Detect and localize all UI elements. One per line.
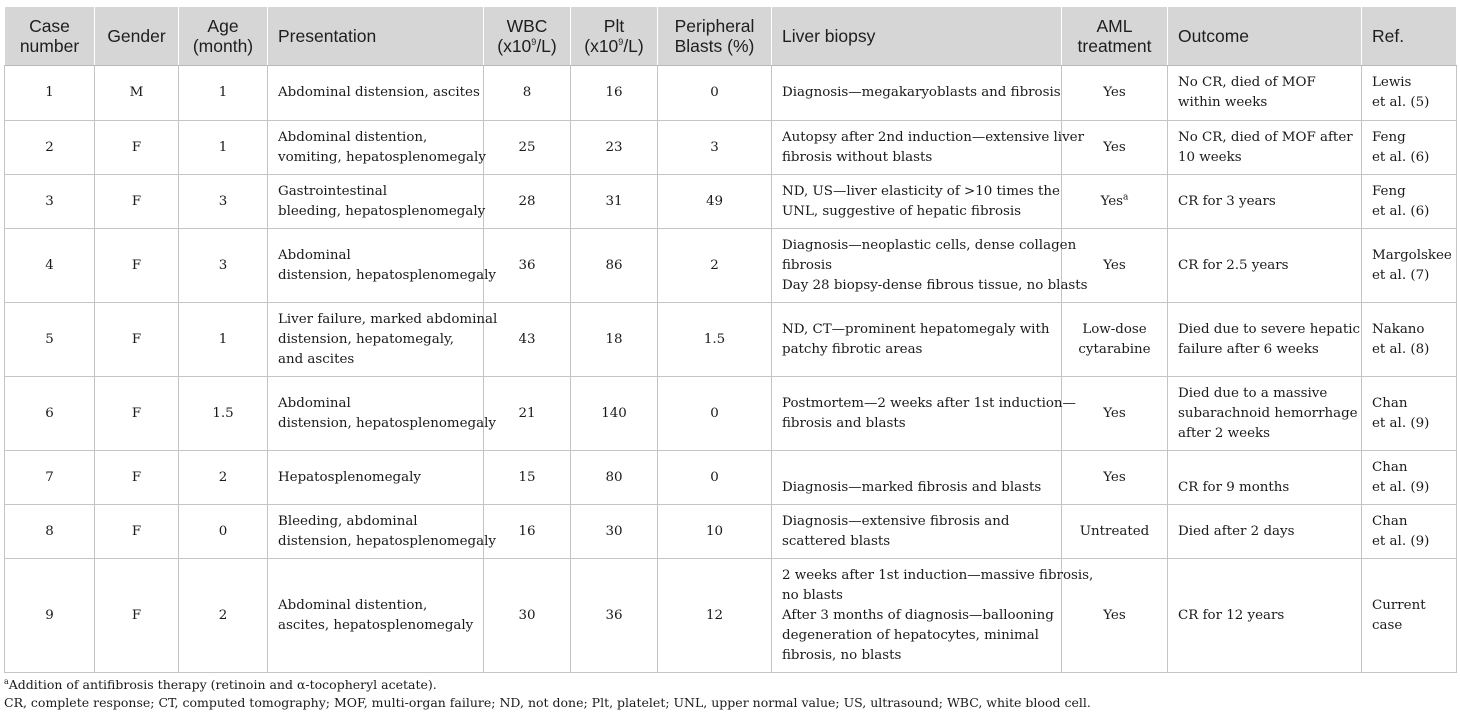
cell-liver-biopsy-line: UNL, suggestive of hepatic fibrosis <box>782 203 1022 219</box>
cell-plt: 80 <box>571 451 658 505</box>
cell-outcome-line: failure after 6 weeks <box>1178 341 1319 357</box>
cell-age: 1.5 <box>179 377 268 451</box>
cell-presentation-line: distension, hepatosplenomegaly <box>278 415 496 431</box>
cell-liver-biopsy-line: Day 28 biopsy-dense fibrous tissue, no blasts <box>782 277 1088 293</box>
header-plt: Plt $(x10^9/L)$ <box>571 7 658 66</box>
cell-liver-biopsy <box>772 66 1062 121</box>
cell-aml-treatment: Yes <box>1062 121 1168 175</box>
cell-presentation-line: Abdominal distention, <box>278 129 428 145</box>
cell-ref-line: Current <box>1372 597 1426 613</box>
cell-aml-treatment: Untreated <box>1062 505 1168 559</box>
cell-gender: F <box>95 559 179 673</box>
cell-aml-treatment: Yes <box>1062 451 1168 505</box>
cell-wbc: 21 <box>484 377 571 451</box>
cell-outcome-line: subarachnoid hemorrhage <box>1178 405 1358 421</box>
cell-peripheral-blasts: 10 <box>658 505 772 559</box>
cell-liver-biopsy-line: fibrosis <box>782 257 832 273</box>
cell-ref-line: et al. (6) <box>1372 203 1430 219</box>
cell-case-number: 2 <box>5 121 95 175</box>
cell-aml-treatment: Yes$^a$ <box>1062 175 1168 229</box>
cell-plt: 86 <box>571 229 658 303</box>
header-outcome: Outcome <box>1168 7 1362 66</box>
cell-ref <box>1362 505 1457 559</box>
cell-ref-line: Feng <box>1372 183 1406 199</box>
cell-outcome <box>1168 66 1362 121</box>
header-peripheral-blasts: Peripheral Blasts (%) <box>658 7 772 66</box>
cell-liver-biopsy <box>772 229 1088 303</box>
cell-liver-biopsy <box>772 377 1076 451</box>
cell-gender: F <box>95 229 179 303</box>
cell-aml-treatment: Yes <box>1062 559 1168 673</box>
cell-presentation <box>268 121 484 175</box>
cell-liver-biopsy-line: Diagnosis—megakaryoblasts and fibrosis <box>782 85 1061 100</box>
cell-wbc: 25 <box>484 121 571 175</box>
table-row <box>5 505 1457 559</box>
cell-gender: F <box>95 175 179 229</box>
cell-ref-line: Chan <box>1372 513 1408 529</box>
cell-gender: M <box>95 66 179 121</box>
cell-outcome <box>1168 377 1362 451</box>
cell-presentation-line: distension, hepatosplenomegaly <box>278 533 496 549</box>
cell-liver-biopsy-line: After 3 months of diagnosis—ballooning <box>782 607 1054 623</box>
header-age: Age (month) <box>179 7 268 66</box>
footnote-a: $^a$Addition of antifibrosis therapy (retinoin and α-tocopheryl acetate). <box>4 676 437 692</box>
cell-liver-biopsy-line: scattered blasts <box>782 533 891 549</box>
cell-gender: F <box>95 121 179 175</box>
cell-peripheral-blasts: 0 <box>658 377 772 451</box>
table-row <box>5 175 1457 229</box>
cell-liver-biopsy-line: 2 weeks after 1st induction—massive fibrosis, <box>782 567 1094 583</box>
cell-liver-biopsy-line: Diagnosis—extensive fibrosis and <box>782 513 1010 529</box>
cell-presentation <box>268 451 484 505</box>
cell-outcome <box>1168 303 1362 377</box>
cell-case-number: 6 <box>5 377 95 451</box>
cell-gender: F <box>95 303 179 377</box>
cell-plt: 31 <box>571 175 658 229</box>
cell-outcome-line: Died after 2 days <box>1178 523 1295 539</box>
table-row <box>5 559 1457 673</box>
cell-ref <box>1362 229 1457 303</box>
cell-case-number: 1 <box>5 66 95 121</box>
cell-outcome-line: CR for 2.5 years <box>1178 257 1289 273</box>
cell-presentation <box>268 175 484 229</box>
cell-liver-biopsy-line: fibrosis, no blasts <box>782 647 902 663</box>
cell-liver-biopsy-line: ND, US—liver elasticity of >10 times the <box>782 183 1060 199</box>
header-liver-biopsy: Liver biopsy <box>772 7 1062 66</box>
cell-wbc: 28 <box>484 175 571 229</box>
cell-liver-biopsy-line: Postmortem—2 weeks after 1st induction— <box>782 395 1076 411</box>
footnote-marker: a <box>1123 192 1129 203</box>
cell-age: 0 <box>179 505 268 559</box>
cell-ref <box>1362 66 1457 121</box>
cell-wbc: 36 <box>484 229 571 303</box>
cell-outcome-line: CR for 3 years <box>1178 193 1276 209</box>
cell-ref-line: et al. (9) <box>1372 415 1430 431</box>
cell-age: 1 <box>179 121 268 175</box>
cell-presentation-line: ascites, hepatosplenomegaly <box>278 617 474 633</box>
cell-outcome-line: CR for 9 months <box>1178 480 1290 495</box>
cell-plt: 23 <box>571 121 658 175</box>
cell-ref-line: et al. (9) <box>1372 533 1430 549</box>
table-row <box>5 377 1457 451</box>
cell-wbc: 16 <box>484 505 571 559</box>
cell-case-number: 3 <box>5 175 95 229</box>
cell-ref-line: et al. (8) <box>1372 341 1430 357</box>
cell-liver-biopsy <box>772 505 1062 559</box>
cell-ref <box>1362 121 1457 175</box>
cell-liver-biopsy <box>772 175 1062 229</box>
cell-liver-biopsy-line: fibrosis and blasts <box>782 415 906 431</box>
cell-presentation-line: Bleeding, abdominal <box>278 513 418 529</box>
cell-plt: 16 <box>571 66 658 121</box>
cell-peripheral-blasts: 2 <box>658 229 772 303</box>
cell-aml-treatment: Yes <box>1062 66 1168 121</box>
cell-aml-treatment: Yes <box>1062 377 1168 451</box>
cell-liver-biopsy-line: no blasts <box>782 587 843 603</box>
cell-outcome <box>1168 121 1362 175</box>
cell-peripheral-blasts: 1.5 <box>658 303 772 377</box>
cell-presentation <box>268 303 498 377</box>
cell-outcome-line: No CR, died of MOF <box>1178 75 1316 90</box>
header-aml-treatment: AML treatment <box>1062 7 1168 66</box>
cell-presentation-line: Abdominal distension, ascites <box>278 85 480 100</box>
cell-gender: F <box>95 377 179 451</box>
cell-aml-treatment: Yes <box>1062 229 1168 303</box>
cell-age: 2 <box>179 559 268 673</box>
table-row <box>5 451 1457 505</box>
cell-case-number: 8 <box>5 505 95 559</box>
cell-age: 3 <box>179 175 268 229</box>
cell-outcome <box>1168 451 1362 505</box>
cell-presentation <box>268 505 496 559</box>
cell-plt: 18 <box>571 303 658 377</box>
cell-case-number: 4 <box>5 229 95 303</box>
cell-age: 1 <box>179 66 268 121</box>
cell-wbc: 43 <box>484 303 571 377</box>
cell-outcome-line: CR for 12 years <box>1178 607 1285 623</box>
cell-presentation-line: bleeding, hepatosplenomegaly <box>278 203 486 219</box>
cell-liver-biopsy-line: Diagnosis—neoplastic cells, dense collagen <box>782 237 1077 253</box>
cell-age: 2 <box>179 451 268 505</box>
cell-peripheral-blasts: 0 <box>658 66 772 121</box>
cell-plt: 30 <box>571 505 658 559</box>
cell-liver-biopsy <box>772 303 1062 377</box>
cell-outcome-line: No CR, died of MOF after <box>1178 129 1353 145</box>
cell-wbc: 8 <box>484 66 571 121</box>
header-presentation: Presentation <box>268 7 484 66</box>
cell-liver-biopsy <box>772 121 1084 175</box>
cell-ref-line: Chan <box>1372 459 1408 475</box>
cell-outcome <box>1168 505 1362 559</box>
cell-gender: F <box>95 451 179 505</box>
cell-presentation-line: Hepatosplenomegaly <box>278 469 421 485</box>
cell-peripheral-blasts: 3 <box>658 121 772 175</box>
cell-ref-line: et al. (5) <box>1372 95 1430 110</box>
cell-presentation-line: vomiting, hepatosplenomegaly <box>278 149 486 165</box>
cell-plt: 140 <box>571 377 658 451</box>
cell-outcome <box>1168 175 1362 229</box>
cell-outcome-line: Died due to a massive <box>1178 385 1328 401</box>
cell-outcome-line: after 2 weeks <box>1178 425 1270 441</box>
cell-wbc: 30 <box>484 559 571 673</box>
cell-outcome-line: within weeks <box>1178 95 1268 110</box>
cell-ref <box>1362 303 1457 377</box>
cell-liver-biopsy-line: fibrosis without blasts <box>782 149 933 165</box>
cell-presentation-line: Abdominal <box>278 395 351 411</box>
cell-liver-biopsy-line: degeneration of hepatocytes, minimal <box>782 627 1039 643</box>
cell-ref-line: et al. (6) <box>1372 149 1430 165</box>
cell-liver-biopsy-line: Autopsy after 2nd induction—extensive liver <box>782 129 1084 145</box>
cell-liver-biopsy-line: patchy fibrotic areas <box>782 341 923 357</box>
header-gender: Gender <box>95 7 179 66</box>
cell-ref-line: Margolskee <box>1372 247 1452 263</box>
cell-peripheral-blasts: 49 <box>658 175 772 229</box>
cell-presentation <box>268 559 484 673</box>
header-ref: Ref. <box>1362 7 1457 66</box>
cell-presentation-line: distension, hepatosplenomegaly <box>278 267 496 283</box>
cell-ref-line: Chan <box>1372 395 1408 411</box>
header-row <box>5 7 1457 66</box>
cell-case-number: 9 <box>5 559 95 673</box>
footnote-abbreviations: CR, complete response; CT, computed tomography; MOF, multi-organ failure; ND, not done; Plt, platelet; UNL, upper normal value; US, ultrasound; WBC, white blood cell. <box>4 695 1091 710</box>
cell-age: 1 <box>179 303 268 377</box>
cell-ref <box>1362 175 1457 229</box>
cell-presentation <box>268 66 484 121</box>
table-footnotes <box>4 676 1456 712</box>
table-row <box>5 303 1457 377</box>
cell-presentation <box>268 229 496 303</box>
cell-peripheral-blasts: 0 <box>658 451 772 505</box>
cell-age: 3 <box>179 229 268 303</box>
cell-liver-biopsy <box>772 559 1094 673</box>
cell-ref-line: Feng <box>1372 129 1406 145</box>
cell-peripheral-blasts: 12 <box>658 559 772 673</box>
case-table <box>4 6 1457 673</box>
cell-aml-treatment: Low-dose cytarabine <box>1062 303 1168 377</box>
cell-presentation-line: Abdominal <box>278 247 351 263</box>
table-row <box>5 121 1457 175</box>
cell-presentation-line: Gastrointestinal <box>278 183 388 199</box>
cell-ref <box>1362 377 1457 451</box>
cell-ref <box>1362 559 1457 673</box>
cell-liver-biopsy <box>772 451 1062 505</box>
cell-case-number: 7 <box>5 451 95 505</box>
table-row <box>5 229 1457 303</box>
table-row <box>5 66 1457 121</box>
cell-wbc: 15 <box>484 451 571 505</box>
cell-case-number: 5 <box>5 303 95 377</box>
cell-presentation-line: and ascites <box>278 351 355 367</box>
cell-ref-line: Lewis <box>1372 75 1412 90</box>
cell-gender: F <box>95 505 179 559</box>
cell-liver-biopsy-line: Diagnosis—marked fibrosis and blasts <box>782 480 1042 495</box>
cell-outcome-line: 10 weeks <box>1178 149 1242 165</box>
cell-ref-line: case <box>1372 617 1403 633</box>
cell-liver-biopsy-line: ND, CT—prominent hepatomegaly with <box>782 321 1050 337</box>
cell-presentation-line: distension, hepatomegaly, <box>278 331 455 347</box>
cell-ref <box>1362 451 1457 505</box>
cell-presentation-line: Liver failure, marked abdominal <box>278 311 498 327</box>
header-case-number: Case number <box>5 7 95 66</box>
cell-presentation-line: Abdominal distention, <box>278 597 428 613</box>
cell-presentation <box>268 377 496 451</box>
cell-plt: 36 <box>571 559 658 673</box>
cell-ref-line: et al. (9) <box>1372 479 1430 495</box>
cell-ref-line: Nakano <box>1372 321 1425 337</box>
cell-outcome-line: Died due to severe hepatic <box>1178 321 1360 337</box>
cell-outcome <box>1168 559 1362 673</box>
cell-ref-line: et al. (7) <box>1372 267 1430 283</box>
cell-outcome <box>1168 229 1362 303</box>
header-wbc: WBC $(x10^9/L)$ <box>484 7 571 66</box>
